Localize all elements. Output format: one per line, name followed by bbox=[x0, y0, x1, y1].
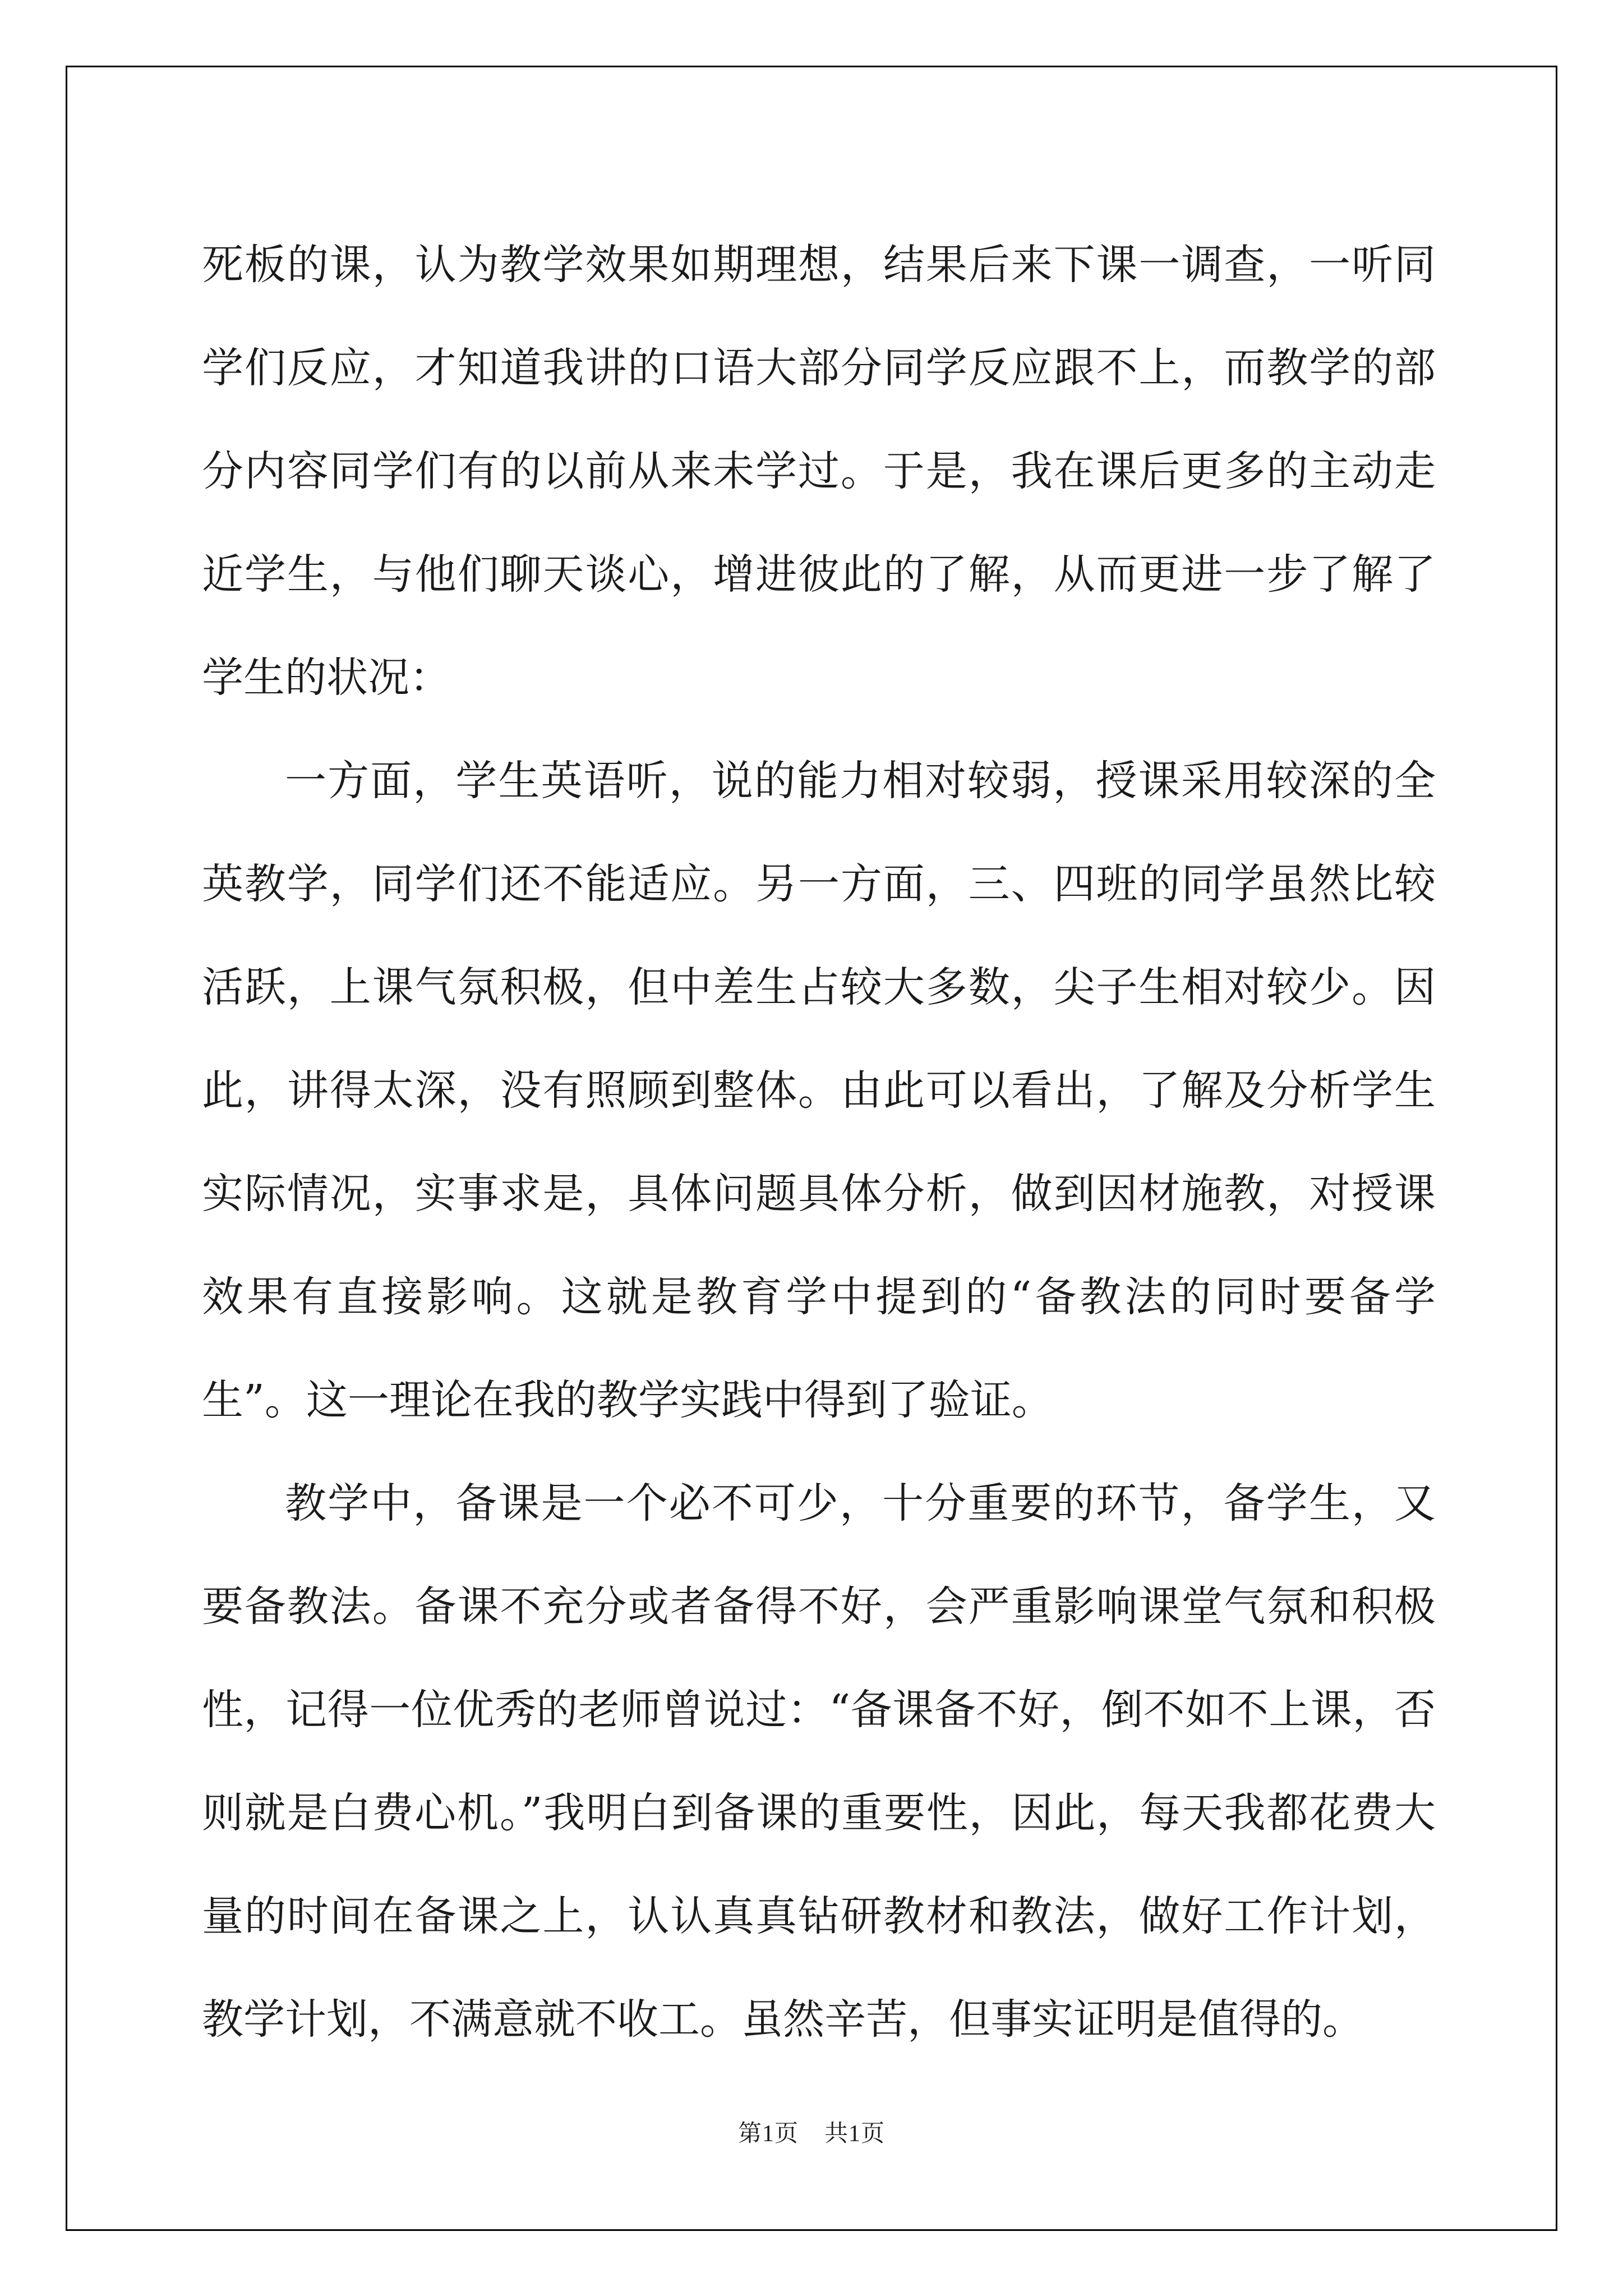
paragraph-1: 死板的课，认为教学效果如期理想，结果后来下课一调查，一听同学们反应，才知道我讲的口语大部分同学反应跟不上，而教学的部分内容同学们有的以前从来未学过。于是，我在课后更多的主动走近学生，与他们聊天谈心，增进彼此的了解，从而更进一步了解了学生的状况： bbox=[202, 241, 1436, 702]
document-body bbox=[202, 213, 1436, 2071]
paragraph-3: 教学中，备课是一个必不可少，十分重要的环节，备学生，又要备教法。备课不充分或者备得不好，会严重影响课堂气氛和积极性，记得一位优秀的老师曾说过：“备课备不好，倒不如不上课，否则就是白费心机。”我明白到备课的重要性，因此，每天我都花费大量的时间在备课之上，认认真真钻研教材和教法，做好工作计划，教学计划，不满意就不收工。虽然辛苦，但事实证明是值得的。 bbox=[202, 1479, 1436, 2044]
paragraph-2: 一方面，学生英语听，说的能力相对较弱，授课采用较深的全英教学，同学们还不能适应。另一方面，三、四班的同学虽然比较活跃，上课气氛积极，但中差生占较大多数，尖子生相对较少。因此，讲得太深，没有照顾到整体。由此可以看出，了解及分析学生实际情况，实事求是，具体问题具体分析，做到因材施教，对授课效果有直接影响。这就是教育学中提到的“备教法的同时要备学生”。这一理论在我的教学实践中得到了验证。 bbox=[202, 757, 1436, 1424]
page-footer bbox=[0, 2115, 1623, 2148]
page-total: 共1页 bbox=[824, 2121, 886, 2147]
page-number: 第1页 bbox=[737, 2121, 799, 2147]
